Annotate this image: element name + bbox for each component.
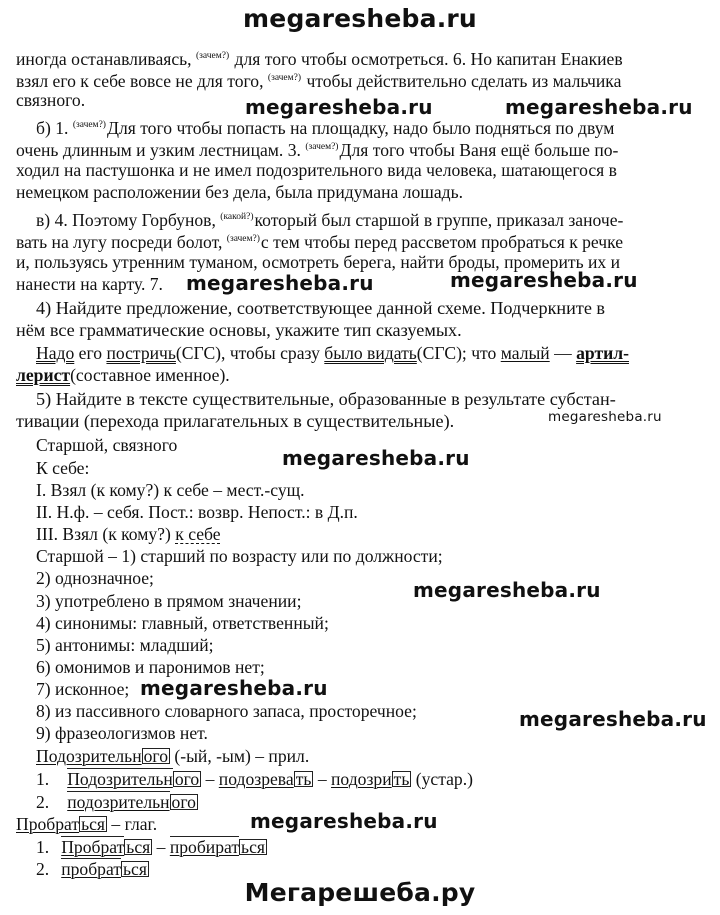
task-4-answer: Надо его постричь(СГС), чтобы сразу было видать(СГС); что малый — артил- <box>36 343 629 363</box>
answer-line: 4) синонимы: главный, ответственный; <box>36 613 329 633</box>
text-line: в) 4. Поэтому Горбунов, $^{(какой?)}$который был старшой в группе, приказал заноче- <box>36 210 624 230</box>
text-line: очень длинным и узким лестницам. 3. $^{(зачем?)}$Для того чтобы Ваня ещё больше по- <box>16 140 619 160</box>
morph-line: Подозрительн ого (-ый, -ым) – прил. <box>36 746 310 766</box>
answer-line: 6) омонимов и паронимов нет; <box>36 657 265 677</box>
watermark: megaresheba.ru <box>282 446 470 470</box>
watermark: megaresheba.ru <box>140 676 328 700</box>
answer-line: 5) антонимы: младший; <box>36 635 214 655</box>
footer-watermark: Мегарешеба.ру <box>244 878 476 907</box>
text-line: иногда останавливаясь, $^{(зачем?)}$ для того чтобы осмотреться. 6. Но капитан Енакиев <box>16 49 623 69</box>
watermark: megaresheba.ru <box>548 409 662 425</box>
answer-line: 3) употреблено в прямом значении; <box>36 591 302 611</box>
watermark: megaresheba.ru <box>245 95 433 119</box>
answer-words: Старшой, связного <box>36 435 178 455</box>
morph-line: Пробрат ься – глаг. <box>16 814 158 834</box>
text-line: вать на лугу посреди болот, $^{(зачем?)}$с тем чтобы перед рассветом пробраться к речке <box>16 232 624 252</box>
task-5-question: 5) Найдите в тексте существительные, образованные в результате субстан- <box>36 389 616 409</box>
answer-line: 2) однозначное; <box>36 568 154 588</box>
answer-line: 8) из пассивного словарного запаса, просторечное; <box>36 701 417 721</box>
answer-line: 7) исконное; <box>36 679 130 699</box>
answer-line: I. Взял (к кому?) к себе – мест.-сущ. <box>36 480 305 500</box>
morph-line: 1. Пробрат ься – пробират ься <box>36 837 265 857</box>
text-line: б) 1. $^{(зачем?)}$Для того чтобы попасть на площадку, надо было подняться по двум <box>36 118 615 138</box>
text-line: связного. <box>16 90 86 110</box>
watermark: megaresheba.ru <box>186 271 374 295</box>
task-4-answer: лерист(составное именное). <box>16 365 230 385</box>
watermark: megaresheba.ru <box>250 809 438 833</box>
answer-line: Старшой – 1) старший по возрасту или по должности; <box>36 546 443 566</box>
task-4-question: 4) Найдите предложение, соответствующее данной схеме. Подчеркните в <box>36 298 606 318</box>
text-line: ходил на пастушонка и не имел подозрительного вида человека, шатающегося в <box>16 160 617 180</box>
morph-line: 2. подозрительн ого <box>36 792 196 812</box>
task-4-question: нём все грамматические основы, укажите тип сказуемых. <box>16 320 462 340</box>
header-watermark: megaresheba.ru <box>243 4 477 33</box>
answer-line: 9) фразеологизмов нет. <box>36 723 208 743</box>
text-line: и, пользуясь утренним туманом, осмотреть берега, найти броды, промерить их и <box>16 252 621 272</box>
text-line: нанести на карту. 7. <box>16 274 163 294</box>
morph-line: 1. Подозрительн ого – подозрева ть – подозри ть (устар.) <box>36 769 473 789</box>
morph-line: 2. пробрат ься <box>36 859 147 879</box>
task-5-question: тивации (перехода прилагательных в существительные). <box>16 411 455 431</box>
watermark: megaresheba.ru <box>519 707 707 731</box>
answer-line: К себе: <box>36 458 90 478</box>
text-line: немецком расположении без дела, была придумана лошадь. <box>16 182 464 202</box>
answer-line: II. Н.ф. – себя. Пост.: возвр. Непост.: в Д.п. <box>36 502 358 522</box>
text-line: взял его к себе вовсе не для того, $^{(зачем?)}$ чтобы действительно сделать из мальчика <box>16 71 622 91</box>
watermark: megaresheba.ru <box>413 578 601 602</box>
watermark: megaresheba.ru <box>450 268 638 292</box>
answer-line: III. Взял (к кому?) к себе <box>36 524 221 544</box>
watermark: megaresheba.ru <box>505 95 693 119</box>
